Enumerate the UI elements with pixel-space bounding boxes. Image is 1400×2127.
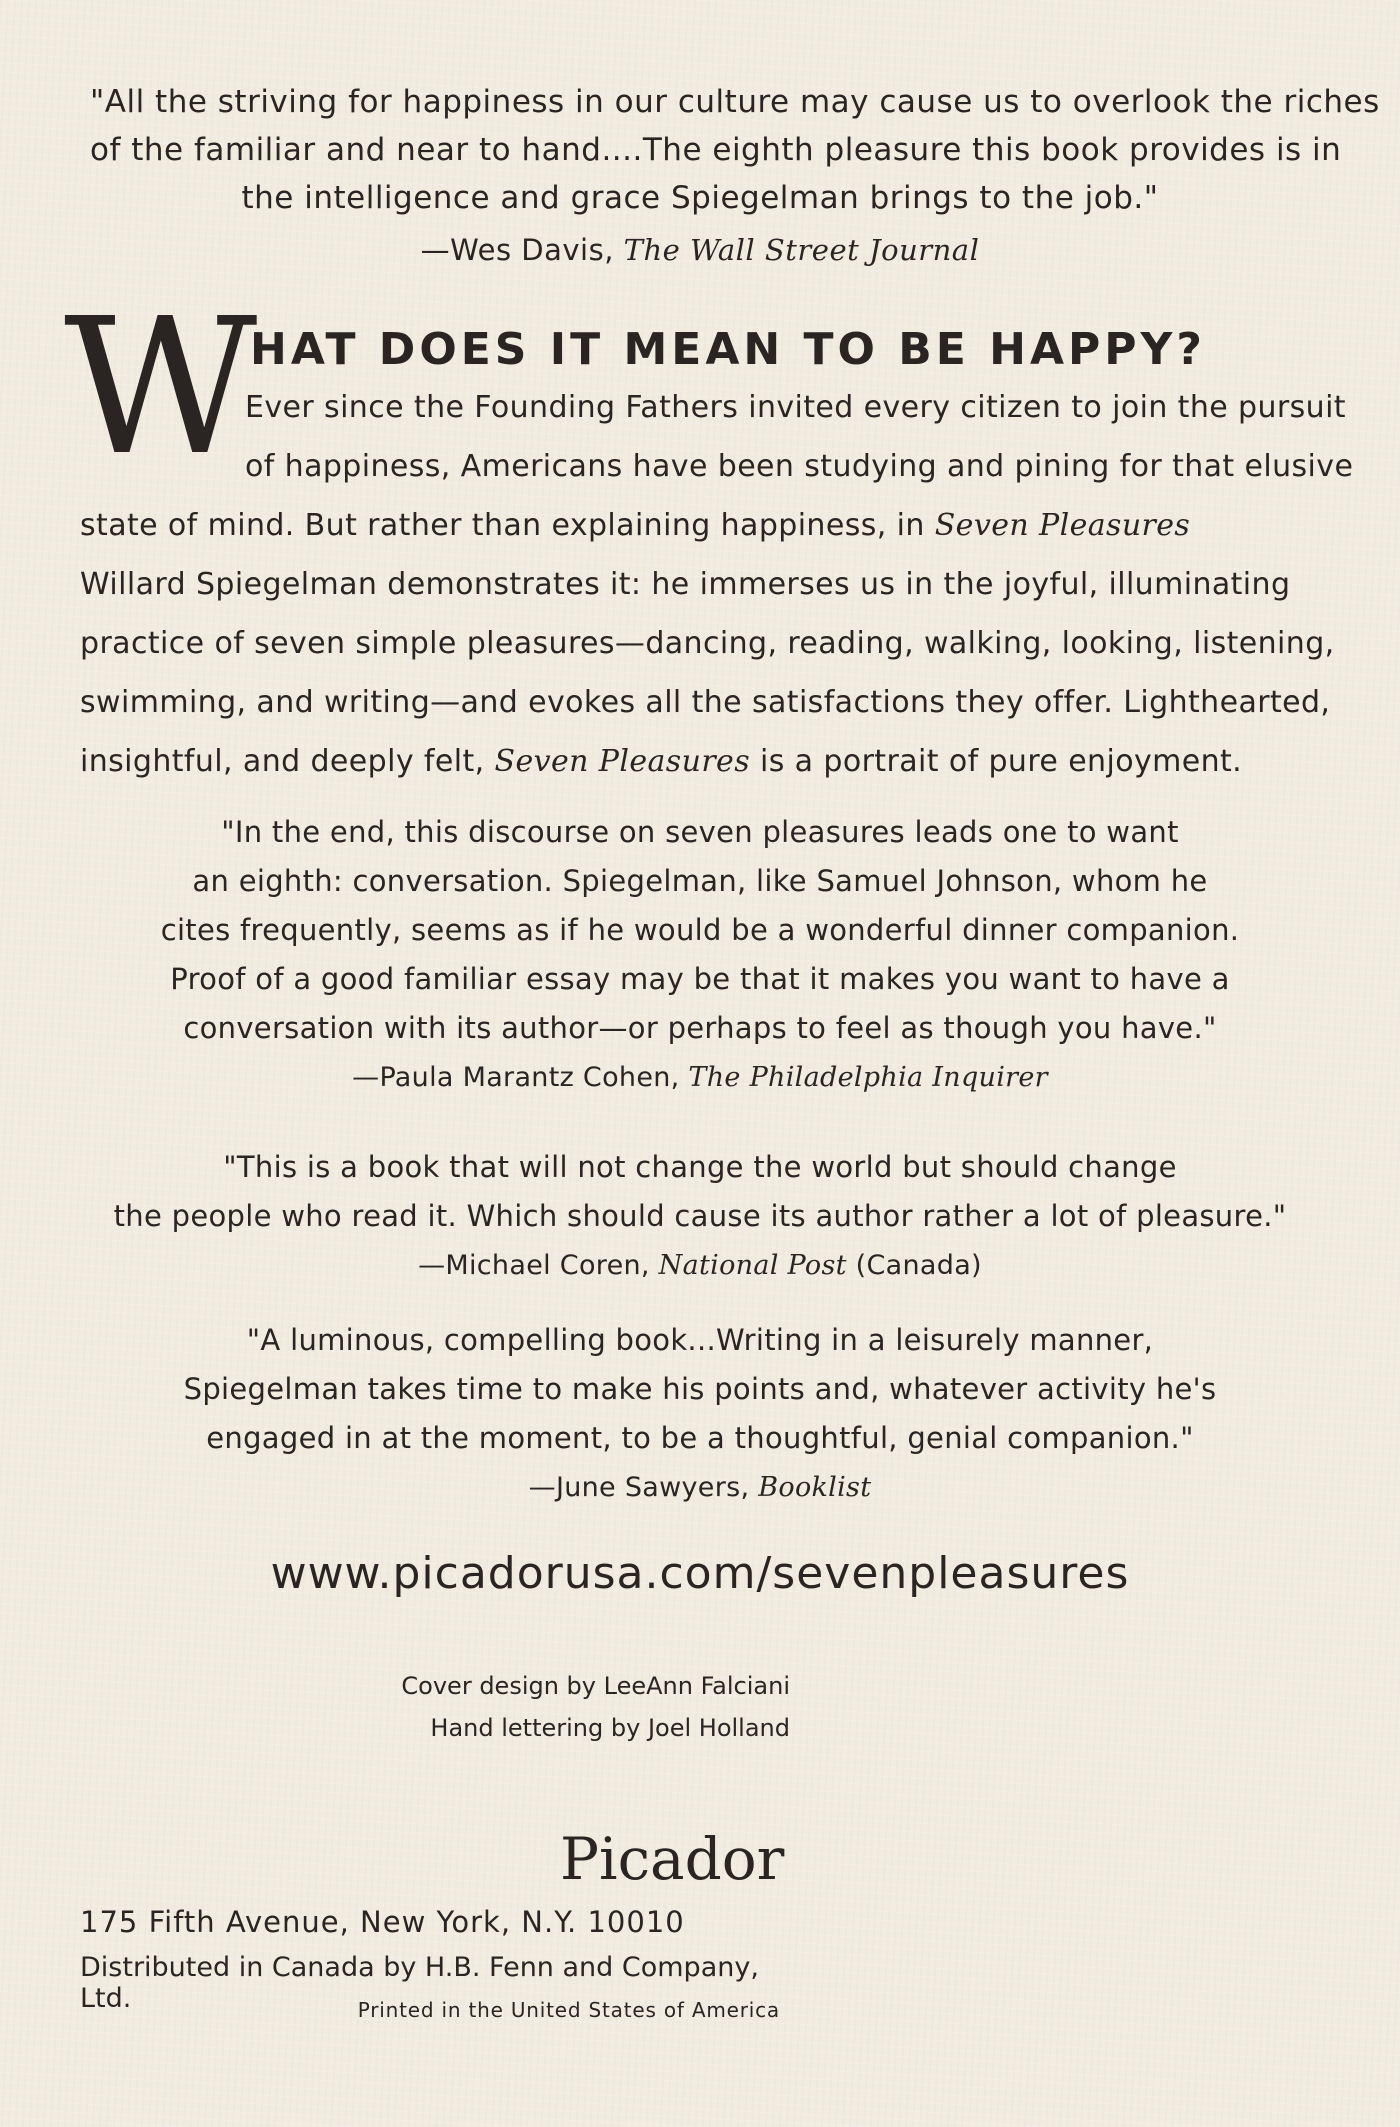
quote-citation [110,1053,1290,1102]
description-text: is a portrait of pure enjoyment. [759,744,1243,779]
printed-in: Printed in the United States of America [357,1998,780,2022]
description-line: practice of seven simple pleasures—dancing, reading, walking, looking, listening, [80,626,1335,661]
quote-line: Spiegelman takes time to make his points and, whatever activity he's [183,1372,1217,1406]
quote-line: an eighth: conversation. Spiegelman, like Samuel Johnson, whom he [192,864,1208,898]
design-credits [300,1665,790,1749]
quote-line: conversation with its author—or perhaps to feel as though you have." [183,1011,1217,1045]
citation-author: —June Sawyers, [528,1472,750,1503]
quote-citation [90,226,1310,274]
quote-line: the intelligence and grace Spiegelman brings to the job." [241,180,1159,216]
quote-line: engaged in at the moment, to be a thoughtful, genial companion." [206,1421,1194,1455]
citation-author: —Paula Marantz Cohen, [352,1062,680,1093]
quote-line: "A luminous, compelling book...Writing in a leisurely manner, [246,1323,1154,1357]
top-review-quote [90,78,1380,274]
publisher-logo: Picador [560,1825,785,1893]
description-text: insightful, and deeply felt, [80,744,485,779]
citation-source: The Wall Street Journal [623,233,980,267]
website-url: www.picadorusa.com/sevenpleasures [270,1548,1130,1599]
book-title: Seven Pleasures [494,744,751,779]
description-line: Willard Spiegelman demonstrates it: he immerses us in the joyful, illuminating [80,567,1291,602]
description-text: state of mind. But rather than explaining happiness, in [80,508,925,543]
quote-line: Proof of a good familiar essay may be that it makes you want to have a [170,962,1230,996]
review-coren [110,1143,1290,1290]
cover-design-credit: Cover design by LeeAnn Falciani [401,1672,790,1700]
quote-line: "This is a book that will not change the world but should change [223,1150,1177,1184]
description-line [80,496,1320,555]
citation-source: National Post [658,1250,847,1281]
description-line: of happiness, Americans have been studying and pining for that elusive [245,449,1354,484]
review-sawyers [110,1316,1290,1512]
book-title: Seven Pleasures [934,508,1191,543]
citation-author: —Michael Coren, [418,1250,650,1281]
quote-line: "In the end, this discourse on seven pleasures leads one to want [221,815,1179,849]
drop-cap: W [64,278,258,497]
lettering-credit: Hand lettering by Joel Holland [430,1714,790,1742]
description-line: swimming, and writing—and evokes all the satisfactions they offer. Lighthearted, [80,685,1331,720]
citation-source: Booklist [758,1472,872,1503]
citation-author: —Wes Davis, [420,233,614,267]
book-description [80,378,1354,791]
quote-line: of the familiar and near to hand....The eighth pleasure this book provides is in [90,132,1342,168]
quote-citation [110,1241,1290,1290]
quote-line: "All the striving for happiness in our culture may cause us to overlook the riches [90,84,1380,120]
quote-citation [110,1463,1290,1512]
canada-distribution: Distributed in Canada by H.B. Fenn and Company, Ltd. [80,1952,759,2014]
citation-suffix: (Canada) [855,1250,982,1281]
publisher-address: 175 Fifth Avenue, New York, N.Y. 10010 [80,1905,685,1939]
quote-line: cites frequently, seems as if he would be a wonderful dinner companion. [160,913,1240,947]
headline: HAT DOES IT MEAN TO BE HAPPY? [250,324,1206,375]
review-cohen [110,808,1290,1102]
description-line: Ever since the Founding Fathers invited every citizen to join the pursuit [245,390,1346,425]
quote-line: the people who read it. Which should cause its author rather a lot of pleasure." [113,1199,1287,1233]
description-line [80,732,1320,791]
citation-source: The Philadelphia Inquirer [688,1062,1048,1093]
